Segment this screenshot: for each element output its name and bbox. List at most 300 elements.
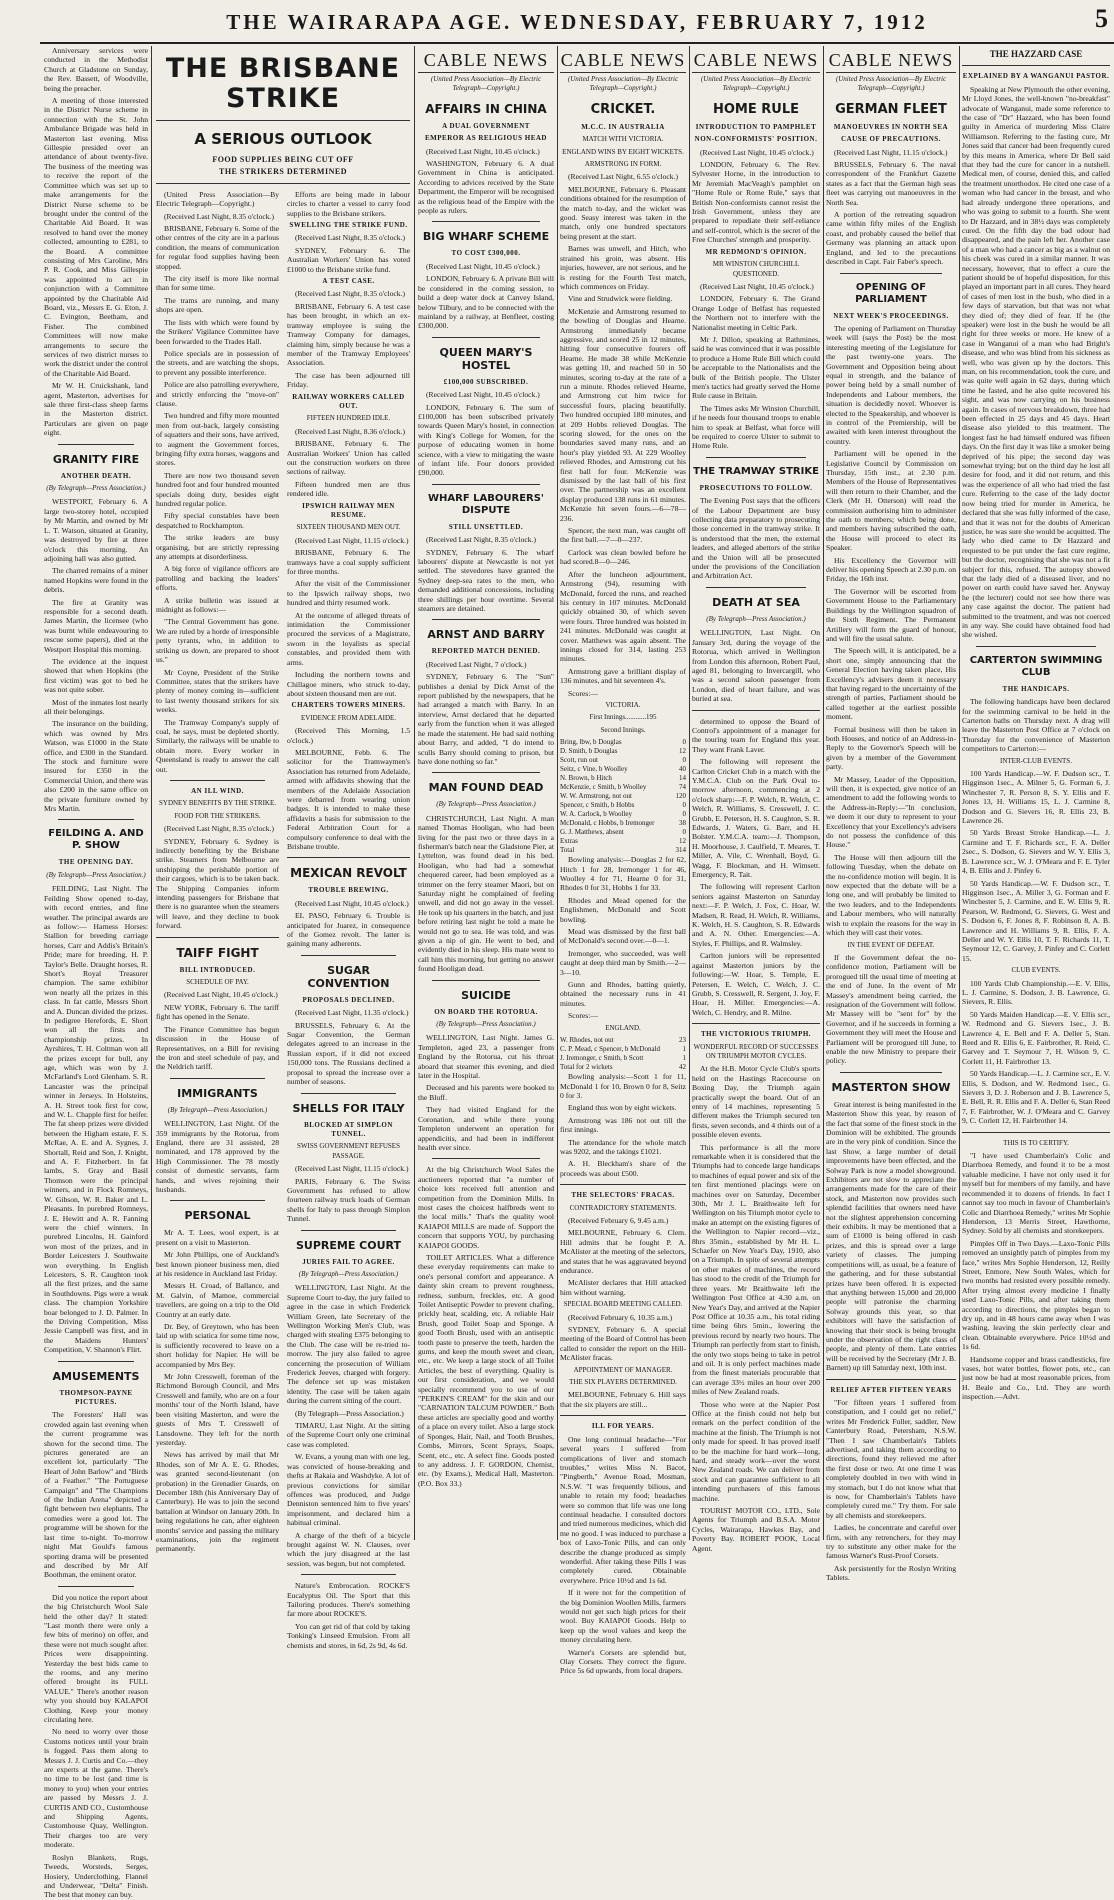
runs: 0 xyxy=(682,810,686,819)
paragraph: (Received Last Night, 10.45 o'clock.) xyxy=(426,390,540,400)
paragraph: (By Telegraph—Press Association.) xyxy=(295,1408,404,1418)
selectors-subhead-2: SPECIAL BOARD MEETING CALLED. xyxy=(563,1300,683,1309)
paragraph: WELLINGTON, Last Night. Of the 359 immigrants by the Rotorua, from England, there are 31 assisted, 28 nominated, and 178 approved by the High Commissioner. The 78 mostly consist of domestic servants, farm hands, and wives rejoining their husbands. xyxy=(156,1119,279,1194)
paragraph: 100 Yards Handicap.—W. F. Dudson scr., T. Higginson 1sec., A. Milner 5, G. Forman 6, J. Winchester 7, R. Person 8, S. Y. Ellis and F. Jones 13, H. Williams 15, L. J. Carmine 8, Dodson and G. Sievers 16, R. Ellis 23, B. Lawrence 26. xyxy=(962,769,1110,826)
paragraph: Ask persistently for the Roslyn Writing Tablets. xyxy=(826,1563,956,1583)
amusements-article xyxy=(44,1410,148,1579)
victoria-total xyxy=(560,846,686,855)
paragraph: England thus won by eight wickets. xyxy=(568,1103,677,1113)
taiff-article xyxy=(156,990,279,1071)
paragraph: (Received Last Night, 10.45 o'clock.) xyxy=(295,898,409,908)
churchill-subhead: MR WINSTON CHURCHILL QUESTIONED. xyxy=(712,260,800,278)
paragraph: Most of the inmates lost nearly all their belongings. xyxy=(44,697,148,716)
batsman: Spencer, c Smith, b Hobbs xyxy=(560,801,635,810)
granity-subhead: ANOTHER DEATH. xyxy=(60,471,132,480)
man-found-dead-article xyxy=(418,814,554,974)
cable-news-header: CABLE NEWS xyxy=(826,50,956,73)
paragraph: Fifty special constables have been despatched to Rockhampton. xyxy=(156,511,279,530)
ill-for-years-headline: ILL FOR YEARS. xyxy=(591,1422,655,1431)
ill-wind-article xyxy=(156,824,279,930)
advertisement: No need to worry over those Customs notices until your brain is fogged. Pass them along to Messrs J. J. Curtis and Co.—they are experts at the game. There's no time to be lost (and time is money to you) when your entries are passed by Messrs J. J. CURTIS AND CO., Customhouse and Shipping Agents, Customhouse Quay, Wellington. Their charges too are very moderate. xyxy=(44,1727,148,1850)
ipswich-subhead: SIXTEEN THOUSAND MEN OUT. xyxy=(296,523,401,532)
paragraph: A. H. Bleckham's share of the proceeds was about £500. xyxy=(560,1159,686,1178)
certify-article xyxy=(962,1151,1110,1402)
score-row xyxy=(560,810,686,819)
parliament-article-2 xyxy=(826,953,956,1066)
paragraph: EL PASO, February 6. Trouble is anticipated for Juarez, in consequence of the Gomez revolt. The latter is gaining many adherents. xyxy=(287,911,410,949)
paragraph: TOURIST MOTOR CO., LTD., Sole Agents for Triumph and B.S.A. Motor Cycles, Wairarapa, Hawkes Bay, and Poverty Bay. ROBERT POOK, Local Agent. xyxy=(692,1506,820,1553)
ipswich-headline: IPSWICH RAILWAY MEN RESUME. xyxy=(302,501,395,519)
paragraph: MELBOURNE, February 6. Hill says that the six players are still... xyxy=(560,1390,686,1409)
paragraph: Mr A. T. Lees, wool expert, is at present on a visit to Masterton. xyxy=(156,1228,279,1247)
score-row xyxy=(560,765,686,774)
paragraph: (Received Last Night, 10.45 o'clock.) xyxy=(426,146,540,156)
german-fleet-article xyxy=(826,148,956,267)
paragraph: The following will represent Carlton seniors against Masterton on Saturday next:—F. P. Welch, J. Fox, C. Hoar, W. Madsen, R. Read, H. Welch, R. Williams, K. Welch, H. S. Caughton, S. R. Edwards and A. N. Other. Emergencies:—A. Styles, F. Phillips, and R. Walmsley. xyxy=(692,882,820,948)
charters-article xyxy=(287,726,410,851)
column-rule xyxy=(414,46,415,1540)
paragraph: They had visited England for the Coronation, and while there young Templeton underwent an operation for appendicitis, and had been in indifferent health ever since. xyxy=(418,1105,554,1152)
victoria-title: VICTORIA. xyxy=(605,700,641,709)
charters-subhead: EVIDENCE FROM ADELAIDE. xyxy=(300,713,397,722)
china-subhead-2: EMPEROR AS RELIGIOUS HEAD xyxy=(425,134,547,143)
ill-for-years-article xyxy=(560,1435,686,1676)
victorious-triumph-headline: THE VICTORIOUS TRIUMPH. xyxy=(700,1030,812,1039)
advertisement: Did you notice the report about the big Christchurch Wool Sale held the other day? It stated: "Last month there were only a few bits of merino) on offer, and these were not much sought after. Prices were disappointing. Yesterday the best bids came to the rooms, and any merino offered brought its FULL VALUE." There's another reason why you should buy KALAPOI Clothing. Keep your money circulating here. xyxy=(44,1592,148,1724)
cricket-subhead-2: MATCH WITH VICTORIA. xyxy=(582,135,664,144)
paragraph: After the visit of the Commissioner to the Ipswich railway shops, two hundred and thirty resumed work. xyxy=(287,579,410,608)
paragraph: (Received Last Night, 10.45 o'clock.) xyxy=(164,990,278,1000)
paragraph: The Times asks Mr Winston Churchill, if he needs four thousand troops to enable him to speak at Belfast, what force will be required to coerce Ulster to submit to Home Rule. xyxy=(692,403,820,451)
runs: 1 xyxy=(682,1054,686,1063)
arnst-headline: ARNST AND BARRY xyxy=(427,628,545,642)
paragraph: Mr John Cresswell, foreman of the Richmond Borough Council, and Mrs Cresswell and family, who are on a four months' tour of the North Island, have been visiting Masterton, and were the guests of Mrs T. Cresswell of Lansdowne. They left for the north yesterday. xyxy=(156,1372,279,1447)
advertisement: Roslyn Blankets, Rugs, Tweeds, Worsteds, Serges, Hosiery, Underclothing, Flannel and Underwear, "Delta" Finish. The best that money can buy. xyxy=(44,1852,148,1900)
selectors-article-2 xyxy=(560,1313,686,1363)
paragraph: (Received Last Night, 11.15 o'clock.) xyxy=(834,147,948,157)
paragraph: The charred remains of a miner named Hopkins were found in the debris. xyxy=(44,566,148,595)
ill-wind-headline: AN ILL WIND. xyxy=(191,786,244,795)
runs: 1 xyxy=(682,1045,686,1054)
paragraph: Including the northern towns and Chillagoe miners, who struck to-day, about sixteen thousand men are out. xyxy=(287,670,410,698)
paragraph: Police are also patrolling everywhere, and strictly enforcing the "move-on" clause. xyxy=(156,380,279,408)
paragraph: The strike leaders are busy organising, but are strictly repressing any attempts at disorderliness. xyxy=(156,533,279,562)
paragraph: LONDON, February 6. The Grand Orange Lodge of Belfast has requested the Northern not to interfere with the Nationalist meeting in Celtic Park. xyxy=(692,294,820,332)
runs: 12 xyxy=(679,747,686,756)
immigrants-source: (By Telegraph—Press Association.) xyxy=(167,1105,268,1114)
china-subhead: A DUAL GOVERNMENT xyxy=(442,121,530,130)
relief-article xyxy=(826,1398,956,1583)
shells-subhead-2: SWISS GOVERNMENT REFUSES PASSAGE. xyxy=(297,1142,400,1160)
paragraph: 50 Yards Maiden Handicap.—E. V. Ellis scr., W. Redmond and G. Sievers 1sec., J. B. Lawrence 4, E. Bell and F. A. Deller 5, Stan. Reed and R. Ellis 6, E. Fairbrother, R. Reid, C. Garvey and T. Seymour 7, H. Wilson 9, C. Corlett 11, H. Fairbrother 13. xyxy=(962,1009,1110,1066)
runs: 42 xyxy=(679,1063,686,1072)
paragraph: MELBOURNE, February 6. Clem. Hill admits that he fought P. A. McAlister at the meeting of the selectors, and states that he was aggravated beyond endurance. xyxy=(560,1228,686,1275)
paragraph: Parliament will be opened in the Legislative Council by Commission on Thursday, 15th inst., at 2.30 p.m. Members of the House of Representatives will then return to their Chamber, and the Clerk (Mr H. Otterson) will read the commission authorising him to administer the oath to members; which being done, and members having subscribed the oath, the House will proceed to elect its Speaker. xyxy=(826,449,956,553)
paragraph: Messrs H. Croad, of Ballance, and M. Galvin, of Mamoe, commercial travellers, are going on a trip to the Old Country at an early date. xyxy=(156,1281,279,1319)
paragraph: Barnes was unwell, and Hitch, who strained his groin, was absent. His injuries, however, are not serious, and he is resting for the Fourth Test match, which commences on Friday. xyxy=(560,244,686,291)
paragraph: BRISBANE, February 6. The tramways have a coal supply sufficient for three months. xyxy=(287,548,410,577)
runs: 0 xyxy=(682,756,686,765)
brisbane-article-left xyxy=(156,190,279,774)
paragraph: WELLINGTON, Last Night. James G. Templeton, aged 23, a passenger from England by the Rotorua, cut his throat aboard that steamer this evening, and died later in the Hospital. xyxy=(418,1033,554,1081)
parliament-subhead: NEXT WEEK'S PROCEEDINGS. xyxy=(833,311,949,320)
selectors-article-3 xyxy=(560,1390,686,1409)
tramway-strike-subhead: PROSECUTIONS TO FOLLOW. xyxy=(699,483,813,492)
paragraph: After the luncheon adjournment, Armstrong (94), resuming with McDonald, forced the runs, and reached his century in 107 minutes. McDonald quickly obtained 30, of which seven were fours. Three hundred was hoisted in 241 minutes. McDonald was caught at cover. Matthews was again absent. The innings closed for 314, lasting 253 minutes. xyxy=(560,569,686,664)
selectors-article xyxy=(560,1216,686,1297)
paragraph: Bowling analysis:—Scott 1 for 11, McDonald 1 for 10, Brown 0 for 8, Seitz 0 for 3. xyxy=(560,1072,686,1100)
paragraph: The lists with which were found by the Strikers' Vigilance Committee have been forwarded to the Trades Hall. xyxy=(156,317,279,346)
paragraph: 50 Yards Handicap.—W. F. Dudson scr., T. Higginson 1sec., A. Miller 3, G. Forman and F. Winchester 5, J. Carmine, and E. W. Ellis 9, R. Pearson, W. Redmond, G. Sievers, G. West and S. Dodson 6, F. Jones 8, F. Robinson 8, A. B. Lawrence and H. Williams 9, R. Ellis, F. A. Deller and W. Y. Ellis 10, T. F. Richards 11, T. Seymour 12, C. Garvey, J. Pinfey and C. Corlett 15. xyxy=(962,878,1110,963)
paragraph: (Received Last Night, 10.45 o'clock.) xyxy=(700,281,814,291)
batsman: Extras xyxy=(560,837,578,846)
paragraph: Deceased and his parents were booked to the Bluff. xyxy=(418,1083,554,1102)
defeat-subhead: IN THE EVENT OF DEFEAT. xyxy=(847,940,935,949)
paragraph: PARIS, February 6. The Swiss Government has refused to allow fourteen railway truck loads of German shells for Italy to pass through Simplon Tunnel. xyxy=(287,1176,410,1224)
score-row xyxy=(560,837,686,846)
column-1 xyxy=(44,46,148,1900)
paragraph: Pimples Off in Two Days.—Laxo-Tonic Pills removed an unsightly patch of pimples from my face," writes Mrs Sophie Henderson, 12, Reilly Street, Enmore, New South Wales, which for two months had resisted every possible remedy. After trying almost every medicine I finally used Laxo-Tonic Pills, and after taking them according to directions, the pimples began to dry up, and in 48 hours came away when I was washing, leaving the skin perfectly clear and clean. Obtainable everywhere. Price 10½d and 1s 6d. xyxy=(962,1238,1110,1352)
amusements-subhead: THOMPSON-PAYNE PICTURES. xyxy=(59,1388,133,1406)
death-at-sea-headline: DEATH AT SEA xyxy=(712,595,800,609)
col2-advertisements xyxy=(287,1581,410,1650)
runs: 12 xyxy=(679,837,686,846)
batsman: W. A. Carlock, b Woolley xyxy=(560,810,632,819)
column-rule xyxy=(151,46,152,1540)
paragraph: Handsome copper and brass candlesticks, fire vases, hot water bottles, flower pots, etc., can just now be had at most reasonable prices, from H. Beale and Co., Ltd. They are worth inspection.—Advt. xyxy=(962,1354,1110,1402)
advertisement: Nature's Embrocation. ROCKE'S Eucalyptus Oil. The Sport that this Tailoring produces. There's something far more about ROCKE'S. xyxy=(287,1581,410,1619)
column-6 xyxy=(826,46,956,1583)
labourers-subhead: STILL UNSETTLED. xyxy=(448,522,524,531)
paragraph: (Received February 6, 10.35 a.m.) xyxy=(568,1312,673,1322)
tramway-strike-article xyxy=(692,496,820,581)
score-row xyxy=(560,828,686,837)
paragraph: If the Government defeat the no-confidence motion, Parliament will be prorogued till the usual time of meeting at the end of June. In the event of Mr Massey's amendment being carried, the resignation of the Government will follow. Mr Massey will be "sent for" by the Governor, and if he succeeds in forming a Government they will meet the House and Parliament will be prorogued till June, to enable the new Ministry to prepare their policy. xyxy=(826,952,956,1066)
paragraph: W. Evans, a young man with one leg, was convicted of house-breaking and thefts at Rakaia and Washdyke. A lot of previous convictions for similar offences was produced, and Judge Denniston sentenced him to five years' imprisonment, and declared him a habitual criminal. xyxy=(287,1452,410,1528)
paragraph: This performance is all the more remarkable when it is considered that the Triumphs had to concede large handicaps to machines of equal power and six of the ten first mentioned placings were on machines over on Saturday, December 30th, Mr J. L. Braithwaite left for Wellington on his Triumph motor cycle to make an attempt on the existing figures of the Wellington to Napier record—viz., 8hrs 35min., established by Mr H. L. Schaefer on New Year's Day, 1910, also on a Triumph. In spite of several attempts on other makes of machines, the record has stood to the credit of the Triumph for three years. Mr Braithwaite left the Wellington Post Office at 4.30 a.m. on New Year's Day, and arrived at the Napier Post Office at 10.35 a.m., his total riding time being 6hrs 5min., lowering the previous record by nearly two hours. The Triumph ran perfectly from start to finish, the only two stops being to take in petrol and oil. It is only perfect machines made from the finest materials procurable that can average 33½ miles an hour over 200 miles of New Zealand roads. xyxy=(692,1142,821,1397)
paragraph: (Received Last Night, 10.45 o'clock.) xyxy=(700,147,814,157)
german-fleet-subhead: MANOEUVRES IN NORTH SEA xyxy=(833,122,949,131)
paragraph: Scores:— xyxy=(568,688,598,698)
batsman: N. Brown, b Hitch xyxy=(560,774,612,783)
amusements-headline: AMUSEMENTS xyxy=(52,1369,140,1383)
labourers-headline: WHARF LABOURERS' DISPUTE xyxy=(427,492,544,516)
batsman: W. W. Armstrong, not out xyxy=(560,792,632,801)
supreme-court-subhead: JURIES FAIL TO AGREE. xyxy=(302,1257,395,1266)
test-case-headline: A TEST CASE. xyxy=(322,277,375,286)
china-headline: AFFAIRS IN CHINA xyxy=(425,101,547,116)
feilding-source: (By Telegraph—Press Association.) xyxy=(46,870,146,879)
brisbane-headline: A SERIOUS OUTLOOK xyxy=(194,130,372,148)
supreme-court-article xyxy=(287,1283,410,1568)
brisbane-article-right xyxy=(287,190,410,218)
cable-news-header: CABLE NEWS xyxy=(418,50,554,73)
paragraph: Scores:— xyxy=(568,1011,598,1021)
paragraph: Fifteen hundred men are thus rendered idle. xyxy=(287,479,410,499)
paragraph: McAlister declares that Hill attacked him without warning. xyxy=(560,1278,686,1297)
immigrants-headline: IMMIGRANTS xyxy=(177,1086,258,1100)
advertisement: TOILET ARTICLES. What a difference these everyday requirements can make to one's personal comfort and appearance. A dainty skin cream to prevent roughness, redness, sunburn, freckles, etc. A good Toilet Antiseptic Powder to prevent chafing, prickly heat, scalding, etc. A reliable Hair Brush, good Toilet Soap and Sponge. A good Tooth Brush, used with an antiseptic tooth paste to preserve the teeth, harden the gums, and keep the mouth sweet and clean, etc., etc. We keep a large stock of all Toilet Articles, the best of everything. Quality is our first consideration, and we would specially recommend you to use of our "PERKIN'S CREAM" for the skin and our "CARNATION TALCUM POWDER." Both these articles are specially good and worthy of a place on every toilet. Also a large stock of Sponges, Hair, Nail, and Tooth Brushes, Combs, Mirrors, Scent Sprays, Soaps, Scent, etc., etc. A select fine. Goods posted to any address. J. F. GORDON, Chemist, etc. (by Exams.), Medical Hall, Masterton. (P.O. Box 33.) xyxy=(418,1252,554,1488)
selectors-subhead-4: THE SIX PLAYERS DETERMINED. xyxy=(569,1378,677,1387)
carterton-headline: CARTERTON SWIMMING CLUB xyxy=(969,654,1103,678)
batsman: J. Iremonger, c Smith, b Scott xyxy=(560,1054,644,1063)
paragraph: (Received This Morning, 1.5 o'clock.) xyxy=(287,726,410,745)
sugar-article xyxy=(287,1008,410,1086)
paragraph: Vine and Strudwick were fielding. xyxy=(568,294,673,304)
home-rule-article xyxy=(692,148,820,245)
paragraph: SYDNEY, February 6. Sydney is indirectly benefiting by the Brisbane strike. Steamers from Melbourne are unshipping the perishable portion of their cargoes, which is to be taken back. The Shipping Companies inform intending passengers for Brisbane that there is no guarantee when the steamers will leave, and they decline to book forward. xyxy=(156,836,279,931)
col3-advertisements xyxy=(418,1165,554,1488)
batsman: D. Smith, b Douglas xyxy=(560,747,618,756)
paragraph: The following will represent the Carlton Cricket Club in a match with the Y.M.C.A. Club on the Park Oval to-morrow afternoon, commencing at 2 o'clock sharp:—F. P. Welch, R. Welch, C. Welch, R. Williams, S. Cresswell, J. C. Grubb, E. Peterson, H. S. Caughton, S. R. Edwards, J. Waters, G. Barr, and H. Bolster. Y.M.C.A. team:—J. Thompson, H. Moorhouse, J. Caulfield, T. Meares, T. Miller, A. Vile, C. Wrenhall, Boyd, G. Wagg, F. Blockman, and H. Wimsett. Emergency, R. Tait. xyxy=(692,757,820,880)
masterton-show-headline: MASTERTON SHOW xyxy=(831,1080,951,1094)
paragraph: The city itself is more like normal than for some time. xyxy=(156,274,279,293)
england-scorecard xyxy=(560,1036,686,1072)
column-5 xyxy=(692,46,821,1553)
batsman: Bring, lbw, b Douglas xyxy=(560,738,622,747)
wharf-scheme-article xyxy=(418,262,554,331)
cable-news-source: (United Press Association—By Electric Telegraph—Copyright.) xyxy=(567,75,679,93)
shells-subhead: BLOCKED AT SIMPLON TUNNEL. xyxy=(304,1120,393,1138)
victorious-triumph-subhead: WONDERFUL RECORD OF SUCCESSES ON TRIUMPH MOTOR CYCLES. xyxy=(693,1042,819,1060)
second-innings-title: Second Innings. xyxy=(600,725,646,734)
paragraph: (Received Last Night, 8.35 o'clock.) xyxy=(426,535,536,545)
paragraph: A charge of the theft of a bicycle brought against W. N. Clauses, over which the jury disagreed at the last session, was begun, but not completed. xyxy=(287,1530,410,1568)
paragraph: SYDNEY, February 6. The wharf labourers' dispute at Newcastle is not yet settled. The stevedores have granted the Sydney deep-sea rates to the men, who demanded additional concessions, including three shillings per hour overtime. Several steamers are detained. xyxy=(418,547,554,614)
carlton-cricket xyxy=(692,717,820,1018)
granity-headline: GRANITY FIRE xyxy=(52,452,140,466)
wharf-scheme-subhead: TO COST £300,000. xyxy=(451,249,521,258)
paragraph: The following handicaps have been declared for the swimming carnival to be held in the Carterton baths on Thursday next. A drag will leave the Masterton Post Office at 7 o'clock on Thursday for the convenience of Masterton competitors to Carterton:— xyxy=(962,697,1110,754)
cricket-subhead-3: ENGLAND WINS BY EIGHT WICKETS. xyxy=(562,147,684,156)
paragraph: Mr J. Dillon, speaking at Rathmines, said he was convinced that it was possible to produce a Home Rule Bill which could be acceptable to the Nationalists and the bulk of the British people. The Ulster men's tactics had greatly served the Home Rule cause in Britain. xyxy=(692,334,821,401)
column-2 xyxy=(156,46,410,1650)
paragraph: The Speech will, it is anticipated, be a short one, simply announcing that the General Election having taken place, His Excellency's advisers deem it necessary that having regard to the uncertainty of the strength of parties, Parliament should be called together at the earliest possible moment. xyxy=(826,646,956,722)
china-article xyxy=(418,147,554,216)
certify-headline: THIS IS TO CERTIFY. xyxy=(1003,1138,1069,1147)
paragraph: Police specials are in possession of the streets, and are watching the shops, to prevent any possible interference. xyxy=(156,348,279,377)
paragraph: The opening of Parliament on Thursday week will (says the Post) be the most interesting meeting of the Legislature for the past twenty-one years. The Government and Opposition being about equal in strength, and the balance of power being held by a small number of Independents and Labour members, the situation is decidedly novel. Whoever is elected to the Speakership, and whoever is in control of the Premiership, will be awaited with keen interest throughout the country. xyxy=(826,323,956,446)
paragraph: Mr John Phillips, one of Auckland's best known pioneer business men, died at his residence in Auckland last Friday. xyxy=(156,1250,279,1278)
personal-column xyxy=(156,1228,279,1553)
masthead-title: THE WAIRARAPA AGE. WEDNESDAY, FEBRUARY 7, 1912 xyxy=(226,10,928,34)
col1-advertisements xyxy=(44,1593,148,1900)
score-row xyxy=(560,747,686,756)
batsman: Seitz, c Vine, b Woolley xyxy=(560,765,628,774)
paragraph: Mead was dismissed by the first ball of McDonald's second over.—0—1. xyxy=(560,927,686,946)
paragraph: (Received Last Night, 8.35 o'clock.) xyxy=(295,233,405,243)
paragraph: Carlton juniors will be represented against Masterton juniors by the following:—W. Hoar, S. Temple, E. Petersen, E. Welch, C. Welch, J. C. Grubb, S. Cresswell, R. Sergent, J. Joy, F. Hoar, H. Miller. Emergencies:—A. Welch, C. Hendry, and R. Milne. xyxy=(692,951,820,1017)
inter-club-events xyxy=(962,769,1110,963)
score-row xyxy=(560,819,686,828)
paragraph: SYDNEY, February 6. The Australian Workers' Union has voted £1000 to the Brisbane strike fund. xyxy=(287,245,410,274)
paragraph: Spencer, the next man, was caught off the first ball.—7—0—237. xyxy=(560,526,686,545)
runs: 0 xyxy=(682,828,686,837)
carterton-subhead: THE HANDICAPS. xyxy=(1002,684,1070,693)
cricket-subhead: M.C.C. IN AUSTRALIA xyxy=(581,122,665,131)
cable-news-header: CABLE NEWS xyxy=(560,50,686,73)
column-3 xyxy=(418,46,554,1540)
advertisement: You can get rid of that cold by taking Tonking's Linseed Emulsion. From all chemists and stores, in 6d, 2s 9d, 4s 6d. xyxy=(287,1621,410,1650)
arnst-article xyxy=(418,660,554,766)
page-number: 5 xyxy=(1095,4,1108,33)
paragraph: FEILDING, Last Night. The Feilding Show opened to-day, with record entries, and fine weather. The principal awards are as follow:— Harness Horses: Stallion for breeding carriage horses, Carr and Addis's Britain's Pride; mare for breeding, H. P. Taylor's Belle. Draught horses, R. Short's Royal Treasurer champion. The same exhibitor won nearly all the prizes in this class. In fat cattle, Messrs Short and A. Duncan divided the prizes. In pedigree Herefords, E. Short won all the firsts and championship prizes. In Ayrshires, T. H. Coltman won all the prizes except for bull, any age, which was won by J. McFarland's Lord Glenham. S. R. Lancaster was the principal winner in Jerseys. In Holsteins, A. H. Street took first for cow, and W. L. Chapple first for heifer. The fat sheep prizes were divided between the Higham estate, F. S. McRae, A. E. and A. Sygnes, J. Shortall, Reid and Son, J. Knight, and A. F. Fitzherbert. In fat lambs, S. Gray and Basil Thomson were the principal winners, and in Flock Romneys, W. Gibson, W. R. Baker and L. Pleasants. In purebred Romneys, J. E. Hewitt and A. R. Fanning were the chief winners. In purebred Lincolns, H. Gainford won most of the prizes, and in Border Leicesters J. Southwaite won everything. In English Leicesters, S. R. Caughton took all the first prizes, and the same in Southdowns. Pigs were a weak class. The champion Yorkshire boar belonged to J. D. Palmer. In the Driving Competition, Miss Jessie Campbell was first, and in the Maidens Hunters' Competition, V. Shannon's Flirt. xyxy=(44,884,148,1355)
selectors-subhead-3: APPOINTMENT OF MANAGER. xyxy=(573,1365,673,1374)
selectors-subhead: CONTRADICTORY STATEMENTS. xyxy=(569,1203,677,1212)
taiff-subhead: BILL INTRODUCED. xyxy=(179,965,256,974)
paragraph: (Received Last Night, 8.36 o'clock.) xyxy=(295,426,405,436)
paragraph: The Finance Committee has begun discussion in the House of Representatives, on a Bill for revising the iron and steel schedule of pay, and the Neldrich tariff. xyxy=(156,1024,279,1072)
cable-news-source: (United Press Association—By Electric Telegraph—Copyright.) xyxy=(700,75,812,93)
railway-subhead: FIFTEEN HUNDRED IDLE. xyxy=(306,414,391,423)
paragraph: 50 Yards Breast Stroke Handicap.—L. J. Carmine and T. F. Richards scr., F. A. Deller 2sec., S. Dodson, G. Sievers and W. Y. Ellis 3, B. Lawrence scr., W. J. O'Meara and F. E. Tyler 4, B. Ellis and J. Pinfey 6. xyxy=(962,828,1110,876)
cable-news-header: CABLE NEWS xyxy=(692,50,820,73)
cricket-bowling xyxy=(560,855,686,1021)
score-row xyxy=(560,1063,686,1072)
paragraph: BRUSSELS, February 6. The naval correspondent of the Frankfurt Gazette states as a fact that the German high seas fleet was carrying out manoeuvres in the North Sea. xyxy=(826,160,956,207)
intro-paragraphs xyxy=(44,46,148,438)
paragraph: (Received Last Night, 8.35 o'clock.) xyxy=(295,289,405,299)
batsman: McKenzie, c Smith, b Woolley xyxy=(560,783,647,792)
ipswich-article xyxy=(287,536,410,699)
hostel-headline: QUEEN MARY'S HOSTEL xyxy=(439,345,533,372)
runs: 23 xyxy=(679,1036,686,1045)
test-case-article xyxy=(287,289,410,389)
paragraph: The insurance on the building, which was owned by Mrs Watson, was £1000 in the State office, and £300 in the Standard. The stock and furniture were insured for £350 in the Commercial Union, and there was also £200 in the same office on the private furniture owned by Mrs Martin. xyxy=(44,719,148,814)
supreme-court-source: (By Telegraph—Press Association.) xyxy=(298,1269,399,1278)
personal-headline: PERSONAL xyxy=(184,1209,251,1223)
paragraph: Anniversary services were conducted in the Methodist Church at Gladstone on Sunday, the Rev. Bassett, of Woodville, being the preacher. xyxy=(44,46,148,93)
paragraph: (Received Last Night, 10.45 o'clock.) xyxy=(426,261,540,271)
paragraph: "For fifteen years I suffered from constipation, and I could get no relief," writes Mr Frederick Fuller, saddler, New Canterbury Road, Petersham, N.S.W. "Then I saw Chamberlain's Tablets advertised, and taking them according to directions, found they relieved me after the first dose or two. At one time I was completely doubled in two with wind in my stomach, but I do not know what that is now, for Chamberlain's Tablets have completely cured me." Try them. For sale by all chemists and storekeepers. xyxy=(826,1397,956,1520)
home-rule-headline: HOME RULE xyxy=(712,101,799,117)
england-title: ENGLAND. xyxy=(605,1023,641,1032)
total-label: Total xyxy=(560,846,575,855)
brisbane-subhead-1: FOOD SUPPLIES BEING CUT OFF xyxy=(212,155,354,164)
runs: 0 xyxy=(682,738,686,747)
hazzard-subhead: EXPLAINED BY A WANGANUI PASTOR. xyxy=(962,72,1110,81)
batsman: Total for 2 wickets xyxy=(560,1063,613,1072)
paragraph: (Received Last Night, 11.15 o'clock.) xyxy=(295,1164,409,1174)
paragraph: At the outcome of alleged threats of intimidation the Commissioner procured the services of a Magistrate, sworn in the loyalists as special constables, and provided them with arms. xyxy=(287,610,410,667)
paragraph: BRISBANE, February 6. The Australian Workers' Union has called out the construction workers on three sections of railway. xyxy=(287,439,410,477)
paragraph: McKenzie and Armstrong resumed to the bowling of Douglas and Hearne. Armstrong immediately became aggressive, and scored 25 in 12 minutes, hitting four consecutive fourers off Hearne. He made 38 while McKenzie was getting 10, and reached 50 in 50 minutes, scoring to-day at the rate of a run a minute. Rhodes relieved Hearne, and Armstrong cut him twice for successful fours, placing beautifully. Two hundred occupied 180 minutes, and at 209 Hobbs relieved Douglas. The scoring slowed, for the ones on the boundaries saved many runs, and an hour's play yielded 93. At 229 Woolley relieved Rhodes, and Armstrong cut his first ball for four. McKenzie was dismissed by the last ball of his first over. The partnership was an excellent display produced 138 runs in 61 minutes. McKenzie hit seven fours.—6—78—236. xyxy=(560,306,686,523)
paragraph: Armstrong was 186 not out till the first innings. xyxy=(560,1115,686,1135)
granity-article xyxy=(44,497,148,813)
sugar-headline: SUGAR CONVENTION xyxy=(307,963,390,990)
paragraph: The case has been adjourned till Friday. xyxy=(287,370,410,390)
paragraph: Mr Coyne, President of the Strike Committee, states that the strikers have plenty of money coming in—sufficient to last twenty thousand strikers for six weeks. xyxy=(156,667,279,715)
paragraph: (Received February 6, 9.45 a.m.) xyxy=(568,1215,669,1225)
paragraph: (Received Last Night, 8.35 o'clock.) xyxy=(164,211,274,221)
parliament-headline: OPENING OF PARLIAMENT xyxy=(855,281,927,305)
paragraph: LONDON, February 6. A private Bill will be considered in the coming session, to build a deep water dock at Canvey Island, below Tilbury, and to be connected with the mainland by a railway, at Benfleet, costing £300,000. xyxy=(418,274,554,331)
column-4 xyxy=(560,46,686,1676)
wharf-scheme-headline: BIG WHARF SCHEME xyxy=(422,230,550,244)
paragraph: LONDON, February 6. The Rev. Sylvester Horne, in the introduction to Mr Jeremiah MacVeagh's pamphlet on "Home Rule or Rome Rule," says that British Non-conformists cannot resist the Irish Government, unless they are prepared to repudiate their self-reliance and self-control, which is the secret of the Free Churches' strength and prosperity. xyxy=(692,160,820,245)
hazzard-article xyxy=(962,85,1110,640)
paragraph: A big force of vigilance officers are patrolling and backing the leaders' efforts. xyxy=(156,564,279,593)
paragraph: 50 Yards Handicap.—L. J. Carmine scr., E. V. Ellis, S. Dodson, and W. Redmond 1sec., G. Sievers 3, D. J. Roberson and J. B. Lawrence 5, E. Bell, R. R. Ellis and F. A. Deller 6, Stan Reed 7, F. Fairbrother, W. J. O'Meara and C. Garvey 9, C. Corlett 12, H. Fairbrother 14. xyxy=(962,1069,1110,1126)
hostel-subhead: £100,000 SUBSCRIBED. xyxy=(443,377,529,386)
runs: 40 xyxy=(679,765,686,774)
paragraph: The Foresters' Hall was crowded again last evening when the current programme was shown for the second time. The pictures generated are an excellent lot, particularly "The Heart of John Barlow" and "Birds of a Feather." "The Portuguese Campaign" and "The Champions of the Indian Arena" depicted a fight between two elephants. The comedies were a good lot. The programme will be shown for the last time to-night. To-morrow night Mat Gould's famous sporting drama will be presented and described by Mr Alf Boothman, the eminent orator. xyxy=(44,1410,148,1580)
first-innings: First Innings............195 xyxy=(589,713,657,722)
advertisement: At the big Christchurch Wool Sales the auctioneers reported that "a number of choice lots received full attention and competition from the Dominion Mills. In most cases the choicest halfbreds went to the local mills." That's the quality wool KAIAPOI MILLS are made of. Support the concern that supports YOU, by purchasing KAIAPOI GOODS. xyxy=(418,1165,554,1250)
paragraph: The House will then adjourn till the following Tuesday, when the debate on the no-confidence motion will begin. It is now expected that the debate will be a long one, and will probably be limited to the two leaders, and to the Independents and Labour members, who will naturally wish to explain the reasons for the way in which they will cast their votes. xyxy=(826,852,956,938)
score-row xyxy=(560,1045,686,1054)
paragraph: Formal business will then be taken in both Houses, and notice of an Address-in-Reply to the Governor's Speech will be given by a member of the Government party. xyxy=(826,724,956,772)
paragraph: The Governor will be escorted from Government House to the Parliamentary Buildings by the Wellington squadron of the Sixth Regiment. The Permanent Artillery will form the guard of honour, and will fire the usual salute. xyxy=(826,586,956,643)
relief-headline: RELIEF AFTER FIFTEEN YEARS xyxy=(830,1385,952,1394)
column-7 xyxy=(962,46,1110,1540)
paragraph: If it were not for the competition of the big Dominion Woollen Mills, farmers would not get such high prices for their wool. Buy KAIAPOI Goods. Help to keep up the wool values and keep the money circulating here. xyxy=(560,1588,686,1645)
runs: 74 xyxy=(679,783,686,792)
paragraph: The attendance for the whole match was 9202, and the takings £1021. xyxy=(560,1137,686,1156)
hazzard-headline: THE HAZZARD CASE xyxy=(989,49,1083,59)
paragraph: The trams are running, and many shops are open. xyxy=(156,295,279,315)
inter-club-subhead: INTER-CLUB EVENTS. xyxy=(1000,756,1072,765)
paragraph: Efforts are being made in labour circles to charter a vessel to carry food supplies to the Brisbane strikers. xyxy=(287,189,410,218)
paragraph: The Evening Post says that the officers of the Labour Department are busy collecting data preparatory to prosecuting those concerned in the tramway strike. It is understood that the men, the external leaders, and alleged abettors of the strike and the Union will all be prosecuted under the provisions of the Conciliation and Arbitration Act. xyxy=(692,496,820,581)
paragraph: One long continual headache—"For several years I suffered from complications of liver and stomach troubles," writes Miss N. Bacot, "Pingberth," Avenue Road, Mosman, N.S.W. "I was frequently bilious, and unable to retain my food; headaches were so common that life was one long continual headache. I consulted doctors and tried numerous medicines, which did me no good. I was induced to purchase a box of Laxo-Tonic Pills, and can only describe the change produced as simply wonderful. After taking these Pills I was completely cured. Obtainable everywhere. Price 10½d and 1s 6d. xyxy=(560,1434,686,1585)
paragraph: (Received Last Night, 6.55 o'clock.) xyxy=(568,172,678,182)
paragraph: Mr Massey, Leader of the Opposition, will then, it is expected, give notice of an amendment to add the following words to the Address-in-Reply:—"In conclusion, we deem it our duty to represent to your Excellency that your Excellency's advisers do not possess the confidence of this House." xyxy=(826,774,956,850)
paragraph: "The Central Government has gone. We are ruled by a horde of irresponsible petty tyrants, who, in addition to striking us down, are prepared to shoot us." xyxy=(156,617,279,665)
cricket-article xyxy=(560,172,686,698)
paragraph: A meeting of those interested in the District Nurse scheme in connection with the St. John Ambulance Brigade was held in Masterton last evening. Miss Gillespie presided over an attendance of about twenty-five. The business of the meeting was to receive the report of the Committee which was set up to make arrangements for the District Nurse scheme to be brought under the control of the Charitable Aid Board. It was resolved to hand over the money collected, amounting to £281, to the Board. A committee consisting of Mrs Caroline, Mrs P. R. Cook, and Miss Gillespie was appointed to act in conjunction with a Committee appointed by the Charitable Aid Board, viz., Messrs E. G. Eton, J. C. Evington, Beetham, and Fisher. The combined Committees will now make arrangements to secure the services of two district nurses to work the district under the control of the Charitable Aid Board. xyxy=(44,96,148,378)
column-rule xyxy=(823,46,824,1540)
paragraph: His Excellency the Governor will deliver his opening Speech at 2.30 p.m. on Friday, the 16th inst. xyxy=(826,555,956,584)
paragraph: A portion of the retreating squadron came within fifty miles of the English coast, and probably caused the belief that Germany was planning an attack upon England, and led to the precautions described in Capt. Fair Faber's speech. xyxy=(826,210,956,267)
club-events-subhead: CLUB EVENTS. xyxy=(1011,966,1061,975)
immigrants-article xyxy=(156,1119,279,1194)
selectors-headline: THE SELECTORS' FRACAS. xyxy=(571,1191,675,1200)
score-row xyxy=(560,783,686,792)
hostel-article xyxy=(418,390,554,478)
paragraph: "I have used Chamberlain's Colic and Diarrhoea Remedy, and found it to be a most valuable medicine. I have not only used it for myself but for members of my family, and have recommended it to dozens of friends. In fact I cannot say too much in favour of Chamberlain's Colic and Diarrhoea Remedy," writes Mr Sophie Henderson, 13 Merris Street, Hawthorne, Sydney. Sold by all chemists and storekeepers. xyxy=(962,1151,1110,1236)
paragraph: determined to oppose the Board of Control's appointment of a manager for the touring team for England this year. They want Frank Laver. xyxy=(692,716,820,754)
paragraph: (Received Last Night, 11.15 o'clock.) xyxy=(295,535,409,545)
granity-source: (By Telegraph—Press Association.) xyxy=(46,484,146,493)
paragraph: Two hundred and fifty more mounted men from out-back, largely consisting of squatters and their sons, have arrived, to augment the Government forces, bringing fifty extra horses, waggons and stores. xyxy=(156,411,279,468)
paragraph: Carlock was clean bowled before he had scored.8—0—246. xyxy=(560,547,686,567)
column-rule xyxy=(689,46,690,1540)
score-row xyxy=(560,792,686,801)
mexican-subhead: TROUBLE BREWING. xyxy=(308,886,389,895)
score-row xyxy=(560,801,686,810)
shells-article xyxy=(287,1164,410,1223)
home-rule-subhead: INTRODUCTION TO PAMPHLET xyxy=(695,122,817,131)
taiff-subhead-2: SCHEDULE OF PAY. xyxy=(186,978,249,987)
paragraph: The evidence at the inquest showed that when Hopkins (the first victim) was got to bed he was not quite sober. xyxy=(44,656,148,695)
paragraph: WESTPORT, February 6. A large two-storey hotel, occupied by Mr Martin, and owned by Mr L. T. Watson, situated at Granity, was destroyed by fire at three o'clock this morning. An adjoining hall was also gutted. xyxy=(44,497,148,563)
suicide-headline: SUICIDE xyxy=(461,988,511,1002)
brisbane-banner-headline: THE BRISBANE STRIKE xyxy=(156,48,410,121)
parliament-article xyxy=(826,324,956,938)
strike-fund-article xyxy=(287,233,410,274)
mexican-headline: MEXICAN REVOLT xyxy=(290,866,407,881)
paragraph: Great interest is being manifested in the Masterton Show this year, by reason of the fact that some of the finest stock in the Dominion will be exhibited. The grounds are in the very pink of condition. Since the last Show, a large number of detail improvements have been effected, and the Solway Park is now a model showground. Exhibitors are not slow to appreciate the arrangements made for the care of their stock, and Masterton now provides such splendid facilities that owners need have not the slightest apprehension concerning their exhibits. It may be mentioned that a sum of £1000 is being offered in cash prizes, and this is spread over a large variety of classes. The jumping competitions will, as usual, be a feature of the gathering, and for these substantial prizes have been offered. It is expected that anything between 15,000 and 20,000 people will patronise the charming Solway grounds this year, so that exhibitors will have the satisfaction of knowing that their stock is being brought under the observation of the right class of people, and plenty of them. Late entries will be received by the Secretary (Mr J. B. Barnett) up till Saturday next, 10th inst. xyxy=(826,1099,956,1373)
total-value: 314 xyxy=(675,846,686,855)
victoria-scorecard xyxy=(560,738,686,846)
paragraph: Speaking at New Plymouth the other evening, Mr Lloyd Jones, the well-known "no-breakfast" advocate of Wanganui, made some reference to the case of "Dr" Hazzard, who has been found guilty in America of murdering Miss Claire Williamson. Referring to the fasting cure, Mr Jones said that cancer had been frequently cured by this means in America, where Dr Bell said that they had the cure for cancer in a nutshell. Medical men, of course, denied this, and called the treatment unorthodox. He cited one case of a woman who had cancer in the breast, and who had already undergone three operations, and who was going to submit to a fourth. She went to Dr Hazzard, and in 38½ days was completely cured. On the fifth day the bad odour had disappeared, and the pain left her. Another case of a man who had a cancer as big as a walnut on his cheek was cured in a similar manner. It was necessary, however, that to effect a cure the patient should be of hopeful disposition, for this played an important part in all cures. They heard of cases of men lost in the bush, who died in a few days of starvation, but that was not what they died of; they died of fear. If he (the speaker) were lost in the bush he would be all right for three weeks or more. He knew of a case in Wanganui of a man who had Bright's disease, and who was blind from his sickness as well, who was given up by the doctors. This man, on his recommendation, took the cure, and was quite well again in 62 days, during which time he fasted, and he also quite recovered his sight, and was now carrying on his business again. In cases of nervous breakdown, three had been effected in 25 days and 45 days. Heart disease also yielded to this treatment. The longest fast he had himself endured was fifteen days. On the first day it was like a smoker being deprived of his pipe; the second day was somewhat trying; but on the third day he lost all desire for food, and it did not return, and this was the experience of all who had tried the fast cure. Referring to the case of the lady doctor now being tried for murder in America, he declared that she was fully informed of the case, and that it was not for the doubts of American justice, he was sure she would be acquitted. The lady who died came to Dr Hazzard and requested to be put under the fast cure regime, but the doctor, recognising that she was not a fit subject for this, refused. The autopsy showed that the lady died of a diseased liver, and no power on earth could have saved her. Anyway he (the lecturer) could not see how there was any case against the doctor. The patient had submitted to the treatment, and was not coerced in any way. She could have obtained food had she wished. xyxy=(962,84,1110,640)
paragraph: (Received Last Night, 11.35 o'clock.) xyxy=(295,1008,409,1018)
masterton-show-article xyxy=(826,1100,956,1373)
feilding-article xyxy=(44,884,148,1354)
paragraph: Warner's Corsets are splendid but, Olay Corsets. They correct the figure. Price 5s 6d upwards, from local drapers. xyxy=(560,1647,686,1676)
score-row xyxy=(560,1054,686,1063)
